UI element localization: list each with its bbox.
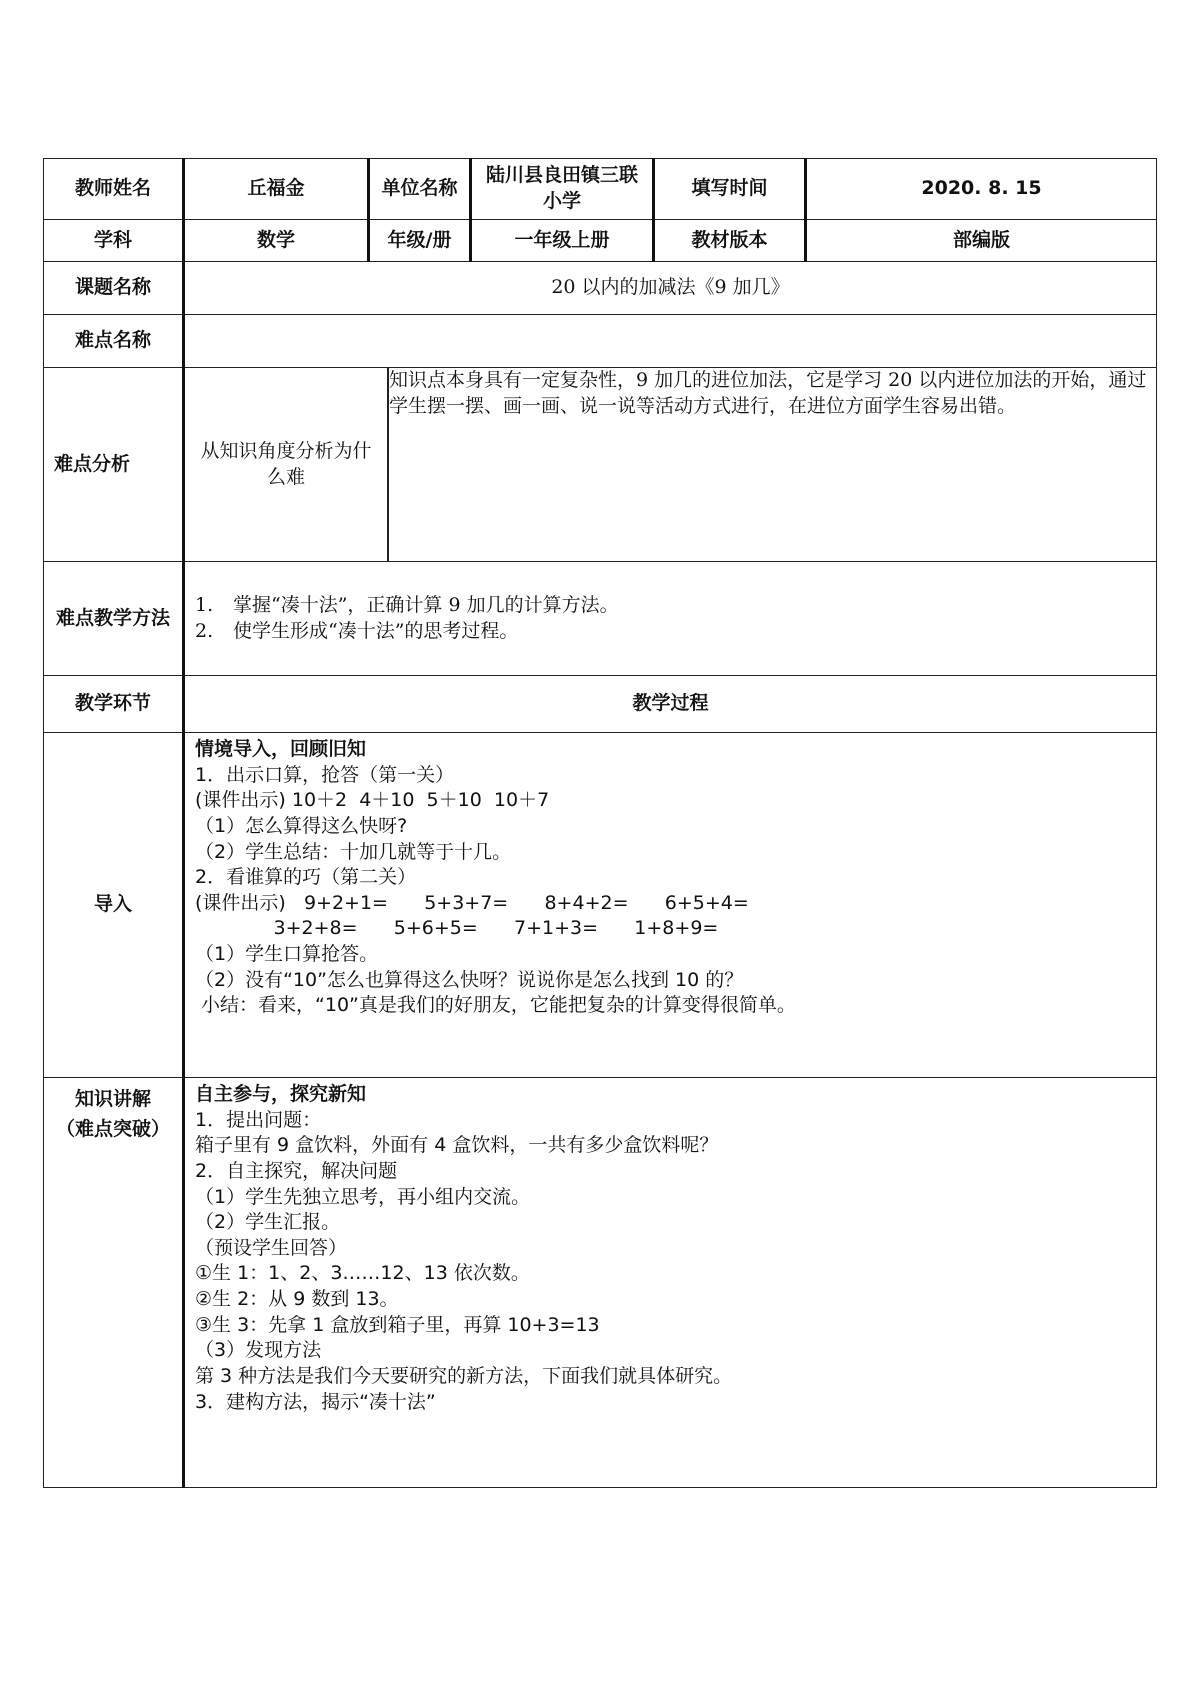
lesson-plan-document [43, 158, 1156, 1488]
edition-value: 部编版 [806, 220, 1157, 262]
intro-label: 导入 [44, 733, 184, 1078]
header-row-1 [44, 159, 1157, 220]
method-item [195, 593, 1146, 619]
knowledge-label [44, 1078, 184, 1488]
methods-row [44, 562, 1157, 676]
intro-row [44, 733, 1157, 1078]
knowledge-row [44, 1078, 1157, 1488]
intro-line: 小结：看来，“10”真是我们的好朋友，它能把复杂的计算变得很简单。 [195, 994, 796, 1017]
intro-line: 2．看谁算的巧（第二关） [195, 866, 417, 889]
process-header-row [44, 676, 1157, 733]
time-label: 填写时间 [654, 159, 806, 220]
teacher-value: 丘福金 [184, 159, 369, 220]
knowledge-content [184, 1078, 1157, 1488]
methods-list [184, 562, 1157, 676]
subject-value: 数学 [184, 220, 369, 262]
intro-line: 情境导入，回顾旧知 [195, 738, 367, 760]
intro-line: (课件出示) 9+2+1= 5+3+7= 8+4+2= 6+5+4= [195, 891, 749, 914]
teacher-label: 教师姓名 [44, 159, 184, 220]
analysis-sub-label: 从知识角度分析为什么难 [185, 368, 388, 561]
intro-line: (课件出示) 10＋2 4＋10 5＋10 10＋7 [195, 789, 550, 812]
intro-content [184, 733, 1157, 1078]
time-value: 2020. 8. 15 [806, 159, 1157, 220]
analysis-inner [185, 368, 1156, 561]
knowledge-line: ①生 1：1、2、3……12、13 依次数。 [195, 1262, 530, 1285]
unit-label: 单位名称 [369, 159, 471, 220]
knowledge-line: （预设学生回答） [195, 1236, 348, 1259]
topic-label: 课题名称 [44, 262, 184, 315]
intro-line: （2）学生总结：十加几就等于十几。 [195, 840, 512, 863]
knowledge-line: 1．提出问题： [195, 1108, 322, 1131]
method-item [195, 619, 1146, 645]
analysis-cell [184, 368, 1157, 562]
process-label: 教学过程 [184, 676, 1157, 733]
subject-label: 学科 [44, 220, 184, 262]
knowledge-line: 2．自主探究，解决问题 [195, 1159, 398, 1182]
intro-line: （1）学生口算抢答。 [195, 943, 379, 966]
grade-label: 年级/册 [369, 220, 471, 262]
knowledge-line: （2）学生汇报。 [195, 1211, 341, 1234]
lesson-plan-table [43, 158, 1157, 1488]
knowledge-line: ②生 2：从 9 数到 13。 [195, 1288, 399, 1311]
knowledge-label-line1: 知识讲解 [74, 1088, 151, 1110]
method-text: 掌握“凑十法”，正确计算 9 加几的计算方法。 [233, 593, 619, 616]
knowledge-line: 自主参与，探究新知 [195, 1083, 367, 1105]
unit-value: 陆川县良田镇三联小学 [471, 159, 654, 220]
process-stage-label: 教学环节 [44, 676, 184, 733]
edition-label: 教材版本 [654, 220, 806, 262]
method-num: 2. [195, 619, 214, 642]
knowledge-line: 第 3 种方法是我们今天要研究的新方法，下面我们就具体研究。 [195, 1365, 733, 1388]
knowledge-line: 3．建构方法，揭示“凑十法” [195, 1390, 436, 1413]
knowledge-label-line2: （难点突破） [55, 1118, 170, 1140]
analysis-row [44, 368, 1157, 562]
method-num: 1. [195, 593, 214, 616]
header-row-2 [44, 220, 1157, 262]
difficulty-row [44, 315, 1157, 368]
methods-label: 难点教学方法 [44, 562, 184, 676]
intro-line: （1）怎么算得这么快呀? [195, 814, 408, 837]
method-text: 使学生形成“凑十法”的思考过程。 [233, 619, 519, 642]
difficulty-label: 难点名称 [44, 315, 184, 368]
intro-line: 3+2+8= 5+6+5= 7+1+3= 1+8+9= [195, 917, 719, 940]
knowledge-line: 箱子里有 9 盒饮料，外面有 4 盒饮料，一共有多少盒饮料呢？ [195, 1134, 719, 1157]
grade-value: 一年级上册 [471, 220, 654, 262]
analysis-label: 难点分析 [44, 368, 184, 562]
knowledge-line: ③生 3：先拿 1 盒放到箱子里，再算 10+3=13 [195, 1313, 600, 1336]
intro-line: （2）没有“10”怎么也算得这么快呀？说说你是怎么找到 10 的？ [195, 968, 744, 991]
intro-line: 1．出示口算，抢答（第一关） [195, 763, 455, 786]
knowledge-line: （3）发现方法 [195, 1339, 322, 1362]
knowledge-line: （1）学生先独立思考，再小组内交流。 [195, 1185, 531, 1208]
difficulty-value [184, 315, 1157, 368]
analysis-text: 知识点本身具有一定复杂性，9 加几的进位加法，它是学习 20 以内进位加法的开始，通过学生摆一摆、画一画、说一说等活动方式进行，在进位方面学生容易出错。 [389, 369, 1147, 417]
topic-value: 20 以内的加减法《9 加几》 [184, 262, 1157, 315]
topic-row [44, 262, 1157, 315]
